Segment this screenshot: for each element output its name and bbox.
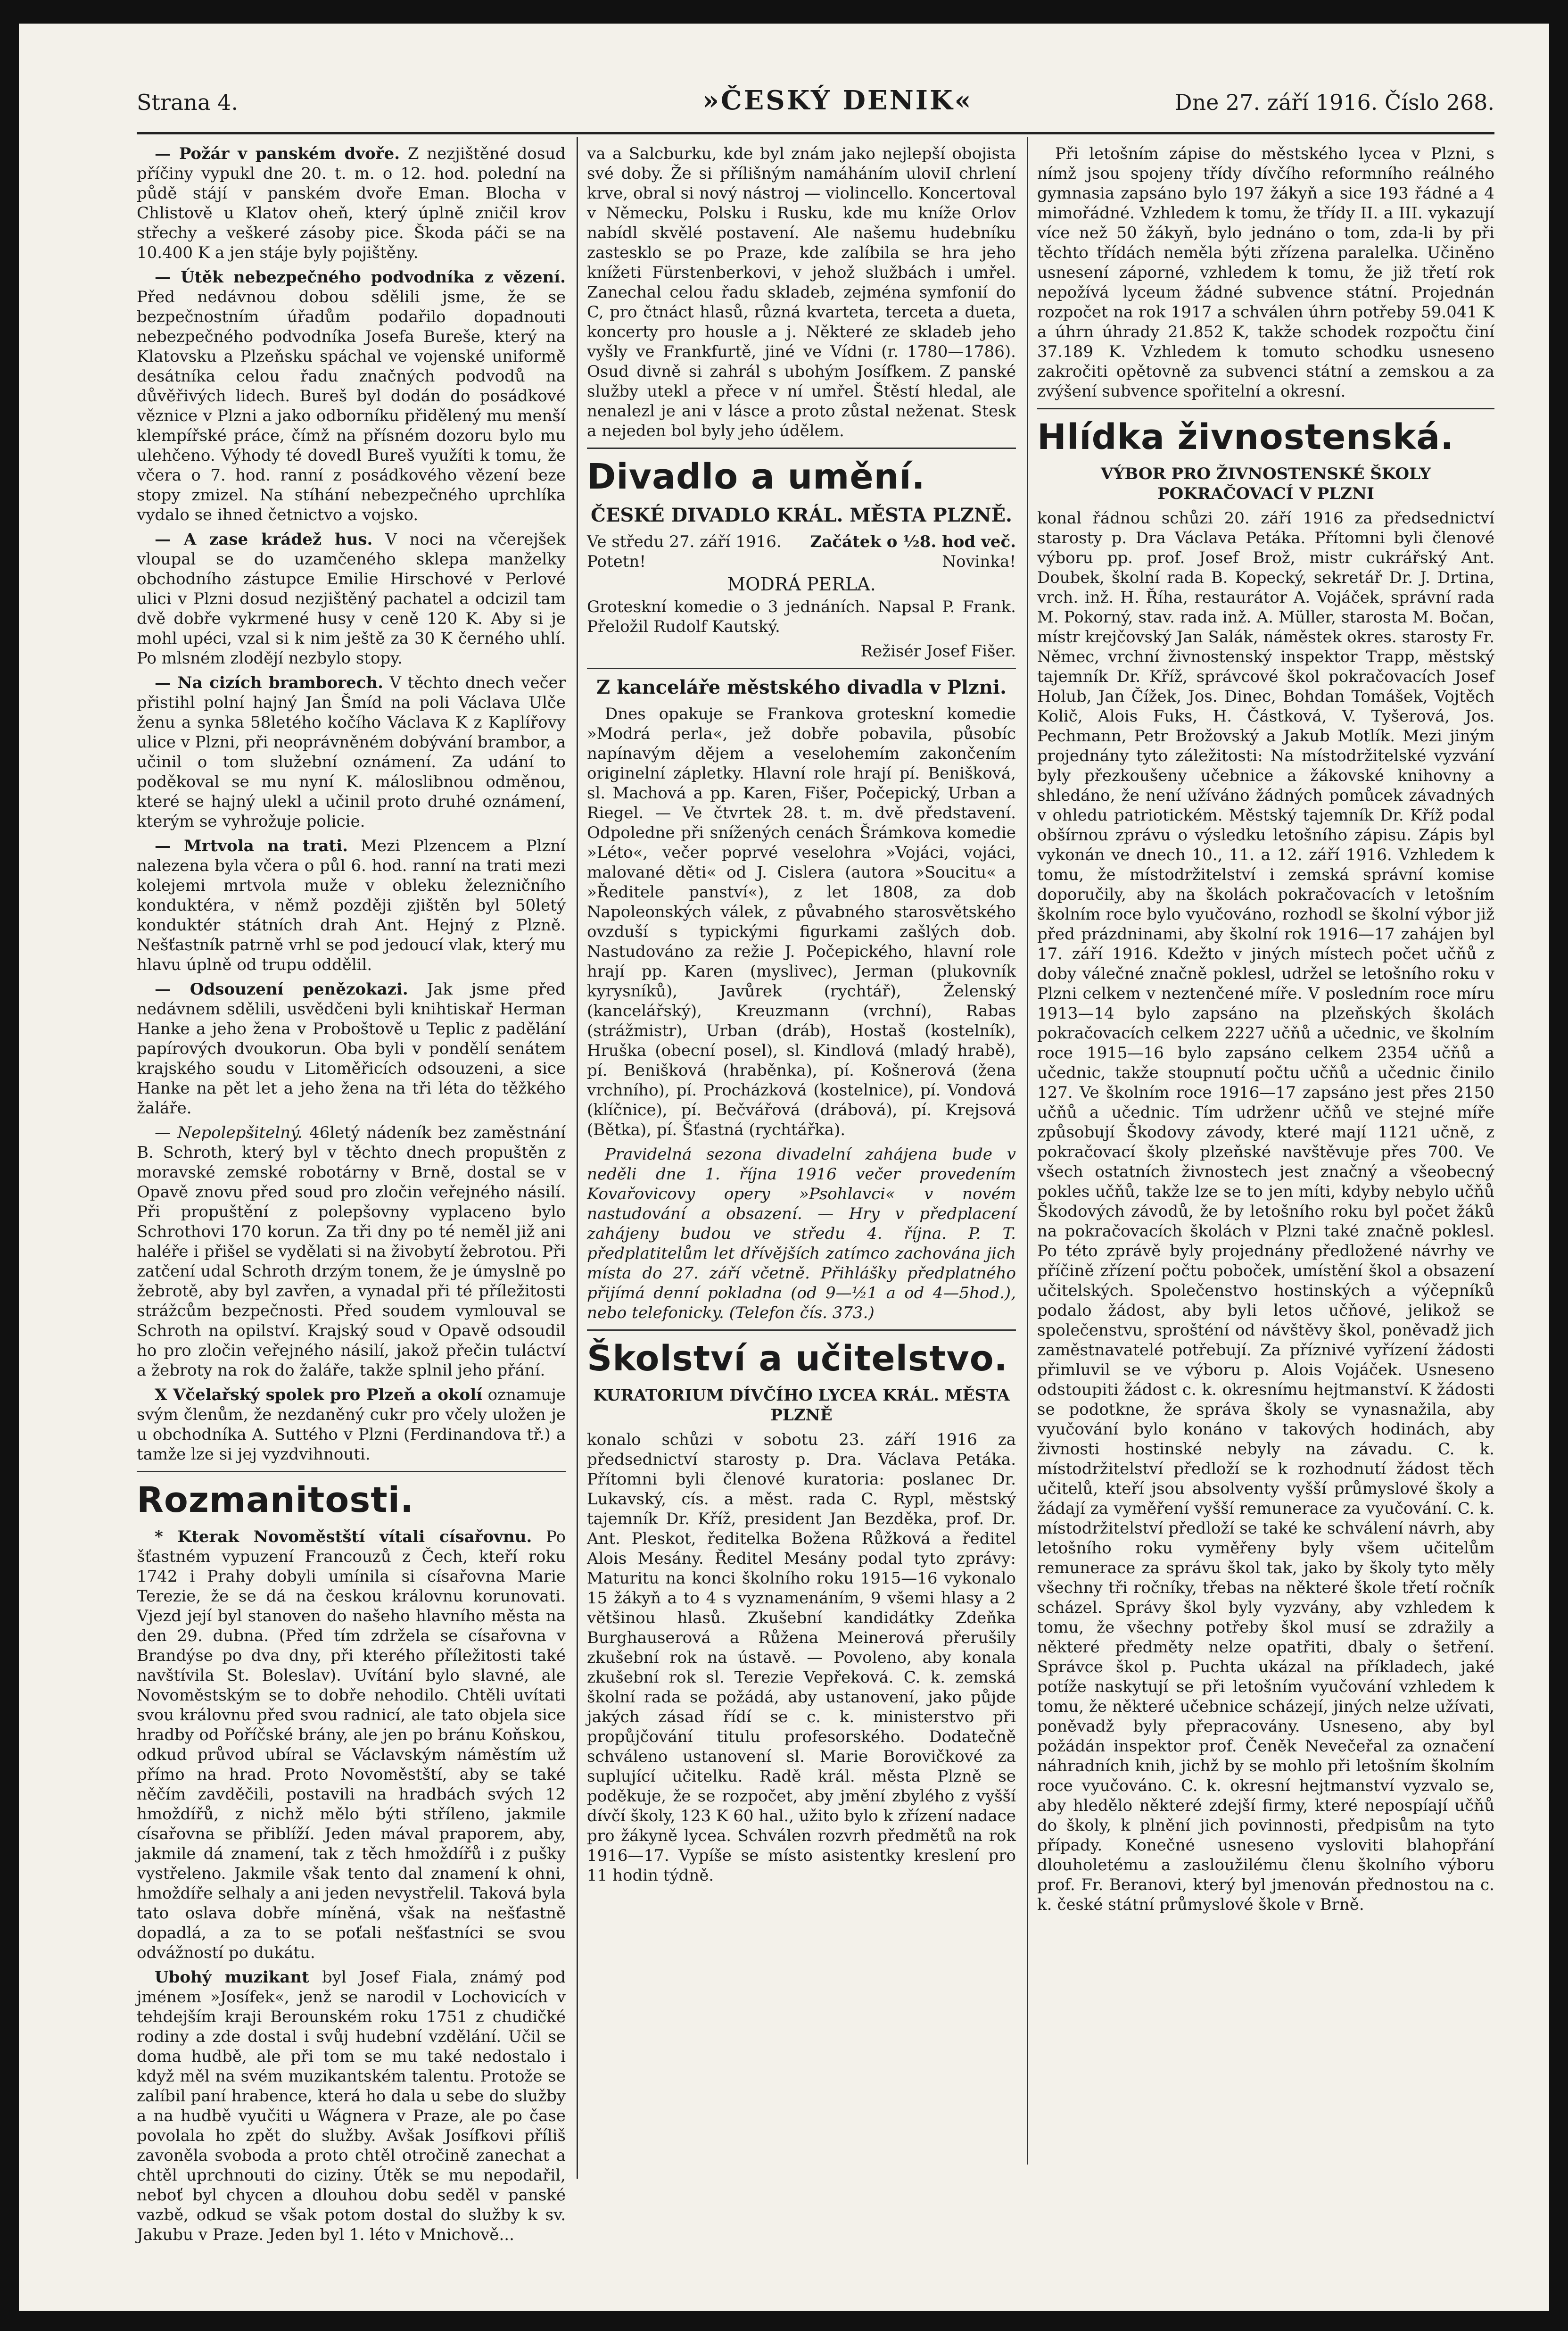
office-text: Dnes opakuje se Frankova groteskní komedie »Modrá perla«, jež dobře pobavila, působíc napínavým dějem a veselohemím zakončením originelní zápletky. Hlavní role hrají pí. Benišková, sl. Machová a pp. Karen, Fišer, Počepický, Urban a Riegel. — Ve čtvrtek 28. t. m. dvě představení. Odpoledne při snížených cenách Šrámkova komedie »Léto«, večer poprvé veselohra »Vojáci, vojáci, malované děti« od J. Cislera (autora »Soucitu« a »Ředitele panství«), z let 1808, za dob Napoleonských válek, z půvabného starosvětského ovzduší s typickými figurkami zašlých dob. Nastudováno za režie J. Počepického, hlavní role hrají pp. Karen (myslivec), Jerman (plukovník kyrysníků), Javůrek (rychtář), Želenský (kancelářský), Kreuzmann (vrchní), Rabas (strážmistr), Urban (dráb), Hostaš (kostelník), Hruška (obecní posel), sl. Kindlová (mladý hrabě), pí. Benišková (hraběnka), pí. Košnerová (žena vrchního), pí. Procházková (kostelnice), pí. Vondová (klíčnice), pí. Bečvářová (drábová), pí. Krejsová (Bětka), pí. Šťastná (rychtářka). [587,705,1016,1139]
news-item: — Mrtvola na trati. Mezi Plzencem a Plzní nalezena byla včera o půl 6. hod. ranní na trati mezi kolejemi mrtvola muže v obleku železničního konduktéra, v němž později zjištěn byl 50letý konduktér státních drah Ant. Hejný z Plzně. Nešťastník patrně vrhl se pod jedoucí vlak, který mu hlavu úplně od trupu oddělil. [137,837,566,974]
page-header [137,85,1494,127]
theatre-status-row [587,552,1016,572]
theatre-potetn: Potetn! [587,552,646,571]
news-item: — Útěk nebezpečného podvodníka z vězení. Před nedávnou dobou sdělili jsme, že se bezpečnostním úřadům podařilo dopadnouti nebezpečného podvodníka Josefa Bureše, který na Klatovsku a Plzeňsku spáchal ve vojenské uniformě desátníka celou řadu značných podvodů na důvěřivých lidech. Bureš byl dodán do posádkové věznice v Plzni a jako odborníku přidělený mu menší klempířské práce, čímž na přísném dozoru bylo mu ulehčeno. Výhody té dovedl Bureš využíti k tomu, že včera o 7. hod. ranní z posádkového vězení beze stopy zmizel. Na stíhání nebezpečného uprchlíka vydalo se ihned četnictvo a vojsko. [137,268,566,524]
news-item: X Včelařský spolek pro Plzeň a okolí oznamuje svým členům, že nezdaněný cukr pro včely uložen je u obchodníka A. Suttého v Plzni (Ferdinandova tř.) a tamže lze si jej vyzdvihnouti. [137,1385,566,1464]
column-right [1037,144,1494,2124]
school-text: konalo schůzi v sobotu 23. září 1916 za předsednictví starosty p. Dra. Václava Petáka. Přítomni byli členové kuratoria: poslanec Dr. Lukavský, cís. a měst. rada C. Rypl, městský tajemník Dr. Kříž, president Jan Bezděka, prof. Dr. Ant. Pleskot, ředitelka Božena Růžková a ředitel Alois Mesány. Ředitel Mesány podal tyto zprávy: Maturitu na konci školního roku 1915—16 vykonalo 15 žákyň a to 4 s vyznamenáním, 9 všemi hlasy a 2 většinou hlasů. Zkušební kandidátky Zdeňka Burghauserová a Růžena Meinerová přerušily zkušební rok na ústavě. — Povoleno, aby konala zkušební rok sl. Terezie Vepřeková. C. k. zemská školní rada se požádá, aby ustanovení, jako půjde jakých zásad řídí se c. k. ministerstvo při propůjčování titulu profesorského. Dodatečně schváleno ustanovení sl. Marie Borovičkové za suplující učitelku. Radě král. města Plzně se poděkuje, že se rozpočet, aby jmění zbylého z vyšší dívčí školy, 123 K 60 hal., užito bylo k zřízení nadace pro žákyně lycea. Schválen rozvrh předmětů na rok 1916—17. Vypíše se místo asistentky kreslení pro 11 hodin týdně. [587,1430,1016,1885]
misc-item: * Kterak Novoměstští vítali císařovnu. Po šťastném vypuzení Francouzů z Čech, kteří roku 1742 i Prahy dobyli umínila si císařovna Marie Terezie, že se dá na českou královnu korunovati. Vjezd její byl stanoven do našeho hlavního města na den 29. dubna. (Před tím zdržela se císařovna v Brandýse po dva dny, při kterého příležitosti také navštívila St. Boleslav). Uvítání bylo slavné, ale Novoměstským se to dobře nehodilo. Chtěli uvítati svou královnu před svou radnicí, ale tato objela sice hradby od Poříčské brány, ale jen po bránu Koňskou, odkud průvod ubíral se Václavským náměstím už přímo na hrad. Proto Novoměstští, aby se také něčím zavděčili, postavili na hradbách svých 12 hmoždířů, z nichž mělo býti stříleno, jakmile císařovna se přiblíží. Jeden mával praporem, aby, jakmile dá znamení, tak z těch hmoždířů i z pušky vystřeleno. Jakmile však tento dal znamení k ohni, hmoždíře selhaly a ani jeden nevystřelil. Taková byla tato oslava dobře míněná, však na nešťastně dopadlá, a za to se poťali nešťastníci se svou odvážností po dukátu. [137,1527,566,1962]
header-rule [137,132,1494,134]
section-heading: Rozmanitosti. [137,1480,414,1520]
newspaper-title: »ČESKÝ DENIK« [702,85,973,116]
section-rule [587,668,1016,669]
theatre-date-row [587,532,1016,552]
theatre-subheading: ČESKÉ DIVADLO KRÁL. MĚSTA PLZNĚ. [591,504,1012,526]
section-heading: Divadlo a umění. [587,456,925,497]
column-divider [1027,137,1028,2165]
news-item: — Požár v panském dvoře. Z nezjištěné dosud příčiny vypukl dne 20. t. m. o 12. hod. polední na půdě stájí v panském dvoře Eman. Blocha v Chlistově u Klatov oheň, který úplně zničil krov střechy a veškeré zásoby pice. Škoda páči se na 10.400 K a jen stáje byly pojištěny. [137,144,566,262]
section-heading: Hlídka živnostenská. [1037,417,1454,457]
trade-text: konal řádnou schůzi 20. září 1916 za předsednictví starosty p. Dra Václava Petáka. Přítomni byli členové výboru pp. prof. Josef Brož, mistr cukrářský Ant. Doubek, školní rada B. Kopecký, sekretář Dr. J. Drtina, vrch. inž. H. Říha, restaurátor A. Vojáček, správní rada M. Pokorný, stav. rada inž. A. Müller, starosta M. Bočan, místr krejčovský Jan Salák, náměstek okres. starosty Fr. Němec, vrchní živnostenský inspektor Trapp, městský tajemník Dr. Kříž, správcové škol pokračovacích Josef Holub, Jan Čížek, Jos. Dinec, Bohdan Tomášek, Vojtěch Količ, Alois Fuks, H. Částková, V. Tyšerová, Jos. Pechmann, Petr Brožovský a Jakub Motlík. Mezi jiným projednány tyto záležitosti: Na místodržitelské vyzvání byly přezkoušeny učebnice a žákovské knihovny a shledáno, že není užíváno žádných pomůcek závadných v ohledu patriotickém. Městský tajemník Dr. Kříž podal obšírnou zprávu o výsledku letošního zápisu. Zápis byl vykonán ve dnech 10., 11. a 12. září 1916. Vzhledem k tomu, že místodržitelství i zemská správní komise doporučily, aby na školách pokračovacích v letošním školním roce bylo vyučováno, rozhodl se školní výbor již před prázdninami, aby školní rok 1916—17 zahájen byl 17. září 1916. Kdežto v jiných místech počet učňů z doby válečné značně poklesl, udržel se letošního roku v Plzni celkem v neztenčené míře. V posledním roce míru 1913—14 bylo zapsáno na plzeňských školách pokračovacích celkem 2227 učňů a učednic, ve školním roce 1915—16 bylo zapsáno celkem 2354 učňů a učednic, takže stoupnutí počtu učňů a učednic činilo 127. Ve školním roce 1916—17 zapsáno jest přes 2150 učňů a učednic. Tím udrženr učňů ve stejné míře způsobují Škodovy závody, které mají 1121 učně, z pokračovací školy plzeňské navštěvuje přes 700. Ve všech ostatních živnostech jest značný a všeobecný pokles učňů, takže lze se to jen míti, kdyby nebylo učňů Škodových závodů, že by letošního roku byl počet žáků na pokračovacích školách v Plzni také značně poklesl. Po této zprávě byly projednány předložené návrhy ve příčině zřízení počtu poboček, umístění škol a obsazení učitelských. Společenstvo hostinských a výčepníků podalo žádost, aby byli letos učňové, jelikož se společenstvu, sprošténí od návštěvy škol, poněvadž jich zaměstnavatelé potřebují. Za příznivé vyřízení žádosti přimluvil se ve výboru p. Alois Vojáček. Usneseno odstoupiti žádost c. k. okresnímu hejtmanství. K žádosti se podotkne, že správa školy se vynasnažila, aby vyučování bylo konáno v takových hodinách, aby živnosti hostinské nebyly na závadu. C. k. místodržitelství předloží se k rozhodnutí žádost těch učitelů, kteří jsou absolventy vyšší průmyslové školy a žádají za vyměření vyšší remunerace za vyučování. C. k. místodržitelství předloží se také ke schválení návrh, aby letošního roku vyměřeny byly všem učitelům remunerace za správu škol tak, jako by školy tyto měly všechny tři ročníky, třebas na některé škole třetí ročník scházel. Správy škol byly vyzvány, aby vzhledem k tomu, že všechny potřeby škol musí se zdražily a některé předměty nelze opatřiti, dbaly o šetření. Správce škol p. Puchta ukázal na příkladech, jaké potíže naskytují se při letošním vyučování vzhledem k tomu, že některé učebnice scházejí, jiných nelze užívati, poněvadž byly přepracovány. Usneseno, aby byl požádán inspektor prof. Čeněk Nevečeřal za označení náhradních knih, jichž by se mohlo při letošním školním roce vyučováno. C. k. okresní hejtmanství vyzvalo se, aby hledělo některé zdejší firmy, které nepospíají učňů do školy, k plnění jich povinnosti, předpisům na tyto případy. Konečné usneseno vysloviti blahopřání dlouholetému a zasloužilému členu školního výboru prof. Fr. Beranovi, který byl jmenován přednostou na c. k. české státní průmyslové škole v Brně. [1037,509,1494,1914]
theatre-start: Začátek o ½8. hod več. [810,532,1016,551]
issue-date: Dne 27. září 1916. Číslo 268. [1174,90,1494,115]
newspaper-page [19,24,1549,2311]
continued-text: va a Salcburku, kde byl znám jako nejlepší obojista své doby. Že si přílišným namáháním uloviI chrlení krve, obral si nový nástroj — violincello. Koncertoval v Německu, Polsku i Rusku, kde mu kníže Orlov nabídl skvělé postavení. Ale našemu hudebníku zastesklo se po Praze, kde zalíbila se hra jeho knížeti Fürstenberkovi, v jehož službách i umřel. Zanechal celou řadu skladeb, zejména symfonií do C, pro čtnáct hlasů, různá kvarteta, terceta a dueta, koncerty pro housle a j. Některé ze skladeb jeho vyšly ve Frankfurtě, jiné ve Vídni (r. 1780—1786). Osud divně si zahrál s ubohým Josífkem. Z panské služby utekl a přece v ní umřel. Štěstí hledal, ale nenalezl je ani v lásce a proto zůstal neženat. Stesk a nejeden bol byly jeho údělem. [587,144,1016,440]
office-heading: Z kanceláře městského divadla v Plzni. [596,676,1007,698]
page-number: Strana 4. [137,90,238,115]
play-title: MODRÁ PERLA. [727,574,876,595]
column-left [137,144,566,2244]
school-subheading: KURATORIUM DÍVČÍHO LYCEA KRÁL. MĚSTA PLZNĚ [593,1386,1010,1425]
section-rule [1037,408,1494,409]
play-description: Groteskní komedie o 3 jednáních. Napsal P. Frank. Přeložil Rudolf Kautský. [587,597,1016,636]
play-director: Režisér Josef Fišer. [860,642,1016,661]
column-divider [577,137,578,2179]
trade-subheading: VÝBOR PRO ŽIVNOSTENSKÉ ŠKOLY POKRAČOVACÍ V PLZNI [1100,465,1431,503]
news-item: — Odsouzení penězokazi. Jak jsme před nedávnem sdělili, usvědčeni byli knihtiskař Herman Hanke a jeho žena v Proboštově u Teplic z padělání papírových dvoukorun. Oba byli v pondělí senátem krajského soudu v Litoměřicích odsouzeni, a sice Hanke na pět let a jeho žena na tři léta do těžkého žaláře. [137,980,566,1118]
theatre-novinka: Novinka! [942,552,1016,571]
news-item: — A zase krádež hus. V noci na včerejšek vloupal se do uzamčeného sklepa manželky obchodního zástupce Emilie Hirschové v Perlové ulici v Plzni dosud nezjištěný pachatel a odcizil tam dvě dobře vykrmené husy v ceně 120 K. Aby si je mohl upéci, vzal si k nim ještě za 30 K černého uhlí. Po mlsném zlodějí nezbylo stopy. [137,530,566,668]
section-rule [587,1329,1016,1331]
section-rule [137,1471,566,1472]
section-rule [587,448,1016,449]
misc-item: Ubohý muzikant byl Josef Fiala, známý pod jménem »Josífek«, jenž se narodil v Lochovicích v tehdejším kraji Berounském roku 1751 z chudičké rodiny a zde dostal i svůj hudební vzdělání. Učil se doma hudbě, ale při tom se mu také nedostalo i když měl na svém muzikantském talentu. Protože se zalíbil paní hrabence, která ho dala u sebe do služby a na hudbě vyučiti u Wágnera v Praze, ale po čase povolala ho zpět do služby. Avšak Josífkovi příliš zavoněla svoboda a proto chtěl otročině zanechat a chtěl uprchnouti do ciziny. Útěk se mu nepodařil, neboť byl chycen a dlouhou dobu seděl v panské vazbě, odkud se však potom dostal do služby k sv. Jakubu v Praze. Jeden byl 1. léto v Mnichově... [137,1968,566,2244]
office-text: Pravidelná sezona divadelní zahájena bude v neděli dne 1. října 1916 večer provedením Kovařovicovy opery »Psohlavci« v novém nastudování a obsazení. — Hry v předplacení zahájeny budou ve středu 4. října. P. T. předplatitelům let dřívějších zatímco zachována jich místa do 27. září včetně. Přihlášky předplatného přijímá denní pokladna (od 9—½1 a od 4—5hod.), nebo telefonicky. (Telefon čís. 373.) [587,1145,1016,1322]
lycee-text: Při letošním zápise do městského lycea v Plzni, s nímž jsou spojeny třídy dívčího reformního reálného gymnasia zapsáno bylo 197 žákyň a sice 193 řádné a 4 mimořádné. Vzhledem k tomu, že třídy II. a III. vykazují více než 50 žákyň, bylo jednáno o tom, zda-li by při těchto třídách neměla býti zřízena paralelka. Učiněno usnesení záporné, vzhledem k tomu, že již třetí rok nepožívá lyceum žádné subvence státní. Projednán rozpočet na rok 1917 a schválen úhrn potřeby 59.041 K a úhrn úhrady 21.852 K, takže schodek rozpočtu činí 37.189 K. Vzhledem k tomuto schodku usneseno zakročiti opětovně za subvenci státní a zemskou a za zvýšení subvence spořitelní a okresní. [1037,144,1494,401]
column-middle [587,144,1016,2172]
news-item: — Na cizích bramborech. V těchto dnech večer přistihl polní hajný Jan Šmíd na poli Václava Ulče ženu a synka 58letého kočího Václava K z Kaplířovy ulice v Plzni, při neoprávněném dobývání brambor, a učinil o tom služební oznámení. Za udání to poděkoval se mu nyní K. máloslibnou odměnou, které se hajný ulekl a učinil proto druhé oznámení, kterým se vyhrožuje policie. [137,673,566,831]
section-heading: Školství a učitelstvo. [587,1338,1008,1379]
theatre-date: Ve středu 27. září 1916. [587,532,782,551]
news-item: — Nepolepšitelný. 46letý nádeník bez zaměstnání B. Schroth, který byl v těchto dnech propuštěn z moravské zemské robotárny v Brně, dostal se v Opavě znovu před soud pro zločin veřejného násilí. Při propuštění z polepšovny vyplaceno bylo Schrothovi 170 korun. Za tři dny po té neměl již ani haléře i přišel se vydělati si na živobytí žebrotou. Při zatčení udal Schroth drzým tonem, že je úmyslně po žebrotě, aby byl zavřen, a vynadal při té příležitosti strážcům bezpečnosti. Před soudem vymlouval se Schroth na opilství. Krajský soud v Opavě odsoudil ho pro zločin veřejného násilí, jakož přečin tuláctví a žebroty na rok do žaláře, takže splnil jeho přání. [137,1123,566,1380]
